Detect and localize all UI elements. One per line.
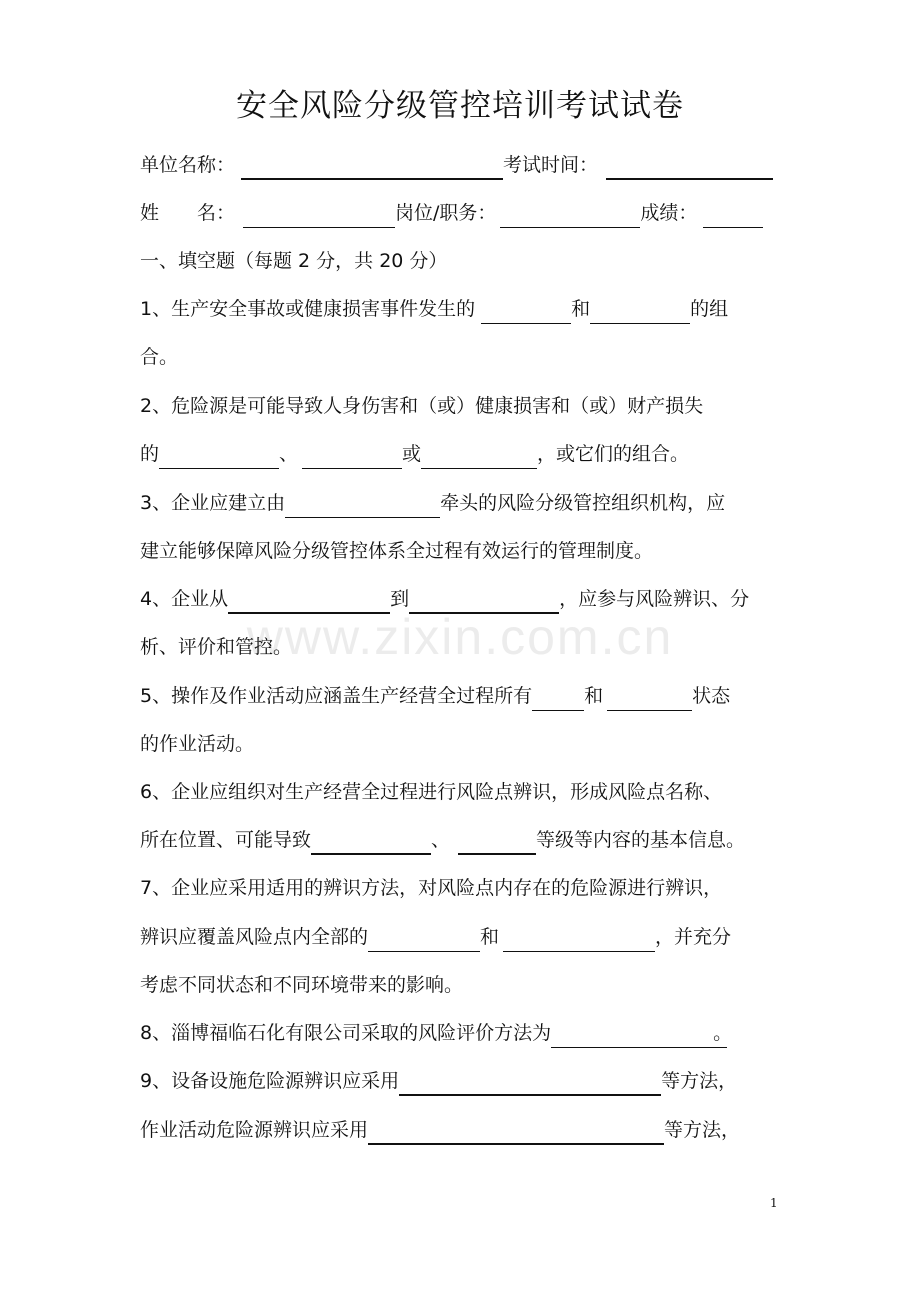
position-field[interactable]: [500, 201, 640, 228]
unit-field[interactable]: [241, 152, 503, 180]
q2-blank-3[interactable]: [421, 442, 537, 469]
question-9: 9、设备设施危险源辨识应采用 等方法，: [140, 1066, 785, 1096]
score-label: 成绩：: [640, 202, 698, 224]
position-label: 岗位/职务：: [395, 202, 497, 224]
q3-blank-1[interactable]: [285, 491, 440, 518]
question-3-cont: 建立能够保障风险分级管控体系全过程有效运行的管理制度。: [140, 540, 654, 562]
question-1-cont: 合。: [140, 346, 179, 368]
name-label: 姓 名：: [140, 202, 236, 224]
q5-blank-1[interactable]: [532, 684, 584, 711]
page-title: 安全风险分级管控培训考试试卷: [236, 88, 684, 124]
question-7-cont-2: 考虑不同状态和不同环境带来的影响。: [140, 974, 464, 996]
unit-label: 单位名称：: [140, 154, 236, 176]
q7-blank-2[interactable]: [503, 925, 655, 952]
question-5-cont: 的作业活动。: [140, 733, 255, 755]
q9-blank-2[interactable]: [368, 1117, 664, 1145]
q7-blank-1[interactable]: [368, 925, 480, 952]
watermark: www.zixin.com.cn: [246, 609, 674, 665]
q1-blank-1[interactable]: [481, 297, 571, 324]
page-number: 1: [770, 1196, 778, 1210]
question-7-cont: 辨识应覆盖风险点内全部的 和 ，并充分: [140, 922, 785, 952]
question-5: 5、操作及作业活动应涵盖生产经营全过程所有 和 状态: [140, 681, 785, 711]
q4-blank-1[interactable]: [228, 586, 390, 614]
score-field[interactable]: [703, 201, 763, 228]
q6-blank-1[interactable]: [311, 827, 431, 855]
q8-blank-1[interactable]: [551, 1021, 727, 1048]
question-7: 7、企业应采用适用的辨识方法，对风险点内存在的危险源进行辨识，: [140, 877, 723, 899]
q6-blank-2[interactable]: [458, 827, 536, 855]
name-field[interactable]: [243, 201, 395, 228]
exam-time-label: 考试时间：: [503, 154, 599, 176]
question-6-cont: 所在位置、可能导致 、 等级等内容的基本信息。: [140, 825, 785, 855]
q5-blank-2[interactable]: [607, 684, 692, 711]
q2-blank-1[interactable]: [159, 442, 279, 469]
question-2: 2、危险源是可能导致人身伤害和（或）健康损害和（或）财产损失: [140, 395, 704, 417]
q9-blank-1[interactable]: [399, 1068, 661, 1096]
q1-blank-2[interactable]: [590, 297, 690, 324]
exam-time-field[interactable]: [606, 152, 773, 180]
question-6: 6、企业应组织对生产经营全过程进行风险点辨识，形成风险点名称、: [140, 781, 723, 803]
q4-blank-2[interactable]: [409, 586, 559, 614]
question-4: 4、企业从 到 ，应参与风险辨识、分: [140, 584, 785, 614]
q2-blank-2[interactable]: [302, 442, 402, 469]
question-8: 8、淄博福临石化有限公司采取的风险评价方法为 。: [140, 1018, 785, 1048]
question-3: 3、企业应建立由 牵头的风险分级管控组织机构，应: [140, 488, 785, 518]
section-heading: 一、填空题（每题 2 分，共 20 分）: [140, 250, 448, 272]
question-2-cont: 的 、 或 ，或它们的组合。: [140, 439, 785, 469]
question-4-cont: 析、评价和管控。: [140, 636, 293, 658]
header-row-1: [140, 150, 785, 180]
header-row-2: [140, 198, 785, 228]
question-9-cont: 作业活动危险源辨识应采用 等方法，: [140, 1115, 785, 1145]
question-1: 1、生产安全事故或健康损害事件发生的 和 的组: [140, 294, 785, 324]
